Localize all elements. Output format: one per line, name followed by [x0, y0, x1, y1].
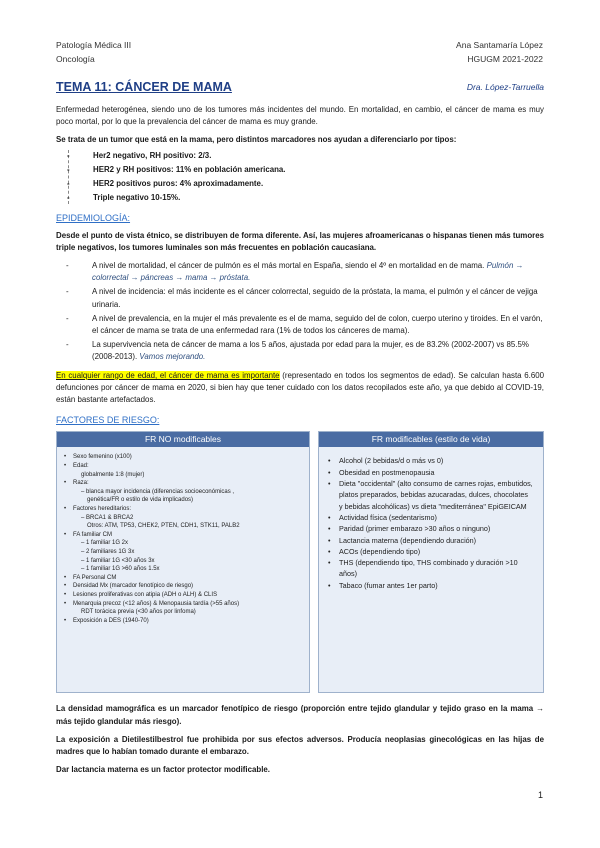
- modifiable-header: FR modificables (estilo de vida): [319, 432, 543, 447]
- epidemiology-item: [92, 339, 544, 363]
- document-body: [56, 104, 544, 782]
- modifiable-item: • Dieta "occidental" (alto consumo de carnes rojas, embutidos, platos preparados, bebidas azucaradas, dulces, chocolates y bebidas alcohólicas) vs dieta "mediterránea" EpiGEICAM: [339, 478, 533, 512]
- page-title: TEMA 11: CÁNCER DE MAMA: [56, 80, 232, 94]
- course-name: Patología Médica III: [56, 40, 132, 50]
- modifiable-item: • Actividad física (sedentarismo): [339, 512, 533, 523]
- non-modifiable-item: • FA familiar CM: [73, 531, 303, 540]
- modifiable-item: • ACOs (dependiendo tipo): [339, 546, 533, 557]
- non-modifiable-item: RDT torácica previa (<30 años por linfoma): [81, 609, 196, 616]
- risk-factors-heading: FACTORES DE RIESGO:: [56, 415, 160, 426]
- non-modifiable-item: genética/FR o estilo de vida implicados): [87, 497, 194, 504]
- author: Dra. López-Tarruella: [466, 82, 544, 92]
- markers-bracket: [68, 150, 544, 205]
- non-modifiable-header: FR NO modificables: [57, 432, 309, 447]
- non-modifiable-item: – BRCA1 & BRCA2: [81, 514, 134, 521]
- epidemiology-list: [56, 260, 544, 364]
- non-modifiable-item: • Exposición a DES (1940-70): [73, 617, 303, 626]
- header-left: [56, 38, 131, 66]
- non-modifiable-list: [57, 447, 309, 625]
- non-modifiable-table: [56, 431, 310, 693]
- non-modifiable-item: – 1 familiar 1G 2x: [81, 540, 129, 547]
- non-modifiable-item: • FA Personal CM: [73, 574, 303, 583]
- epidemiology-intro: Desde el punto de vista étnico, se distribuyen de forma diferente. Así, las mujeres afroamericanas o hispanas tienen más tumores triple negativos, los tumores luminales son más frecuentes en población caucasiana.: [56, 230, 544, 252]
- student-name: Ana Santamaría López: [456, 40, 543, 50]
- after-table-paragraphs: [56, 703, 544, 776]
- marker-item: - HER2 y RH positivos: 11% en población americana.: [93, 164, 544, 176]
- modifiable-item: • Alcohol (2 bebidas/d o más vs 0): [339, 455, 533, 466]
- non-modifiable-item: Otros: ATM, TP53, CHEK2, PTEN, CDH1, STK11, PALB2: [87, 523, 240, 530]
- modifiable-table: [318, 431, 544, 693]
- modifiable-item: • Lactancia materna (dependiendo duración): [339, 535, 533, 546]
- non-modifiable-item: • Menarquia precoz (<12 años) & Menopausia tardía (>55 años): [73, 600, 303, 609]
- subject-name: Oncología: [56, 54, 95, 64]
- non-modifiable-item: – blanca mayor incidencia (diferencias socioeconómicas ,: [81, 488, 235, 495]
- epidemiology-heading: EPIDEMIOLOGÍA:: [56, 213, 131, 224]
- epidemiology-text: A nivel de prevalencia, en la mujer el más prevalente es el de mama, seguido del de colon, cuerpo uterino y tiroides. En el varón, el cáncer de mama se trata de una enfermedad rara (1% de todos los cánceres de mama).: [92, 313, 543, 336]
- course-year: HGUGM 2021-2022: [467, 54, 543, 64]
- page-number: 1: [537, 790, 543, 800]
- epidemiology-item: [92, 286, 544, 310]
- non-modifiable-item: • Factores hereditarios:: [73, 505, 303, 514]
- epidemiology-text: La supervivencia neta de cáncer de mama a los 5 años, ajustada por edad para la mujer, es de 83.2% (2002-2007) vs 85.5% (2008-2013).: [92, 340, 529, 362]
- modifiable-list: [319, 447, 543, 591]
- header-right: [456, 38, 543, 66]
- modifiable-item: • Tabaco (fumar antes 1er parto): [339, 580, 533, 591]
- non-modifiable-item: • Densidad Mx (marcador fenotípico de riesgo): [73, 582, 303, 591]
- non-modifiable-item: globalmente 1:8 (mujer): [81, 471, 145, 478]
- epidemiology-note: Pulmón → colorrectal → páncreas → mama → próstata.: [92, 261, 524, 283]
- intro-paragraph: Enfermedad heterogénea, siendo uno de los tumores más incidentes del mundo. En mortalidad, en cambio, el cáncer de mama es muy poco mortal, por lo que la prevalencia del cáncer de mama es muy grande.: [56, 105, 544, 127]
- after-table-paragraph: La densidad mamográfica es un marcador fenotípico de riesgo (proporción entre tejido glandular y tejido graso en la mama → más tejido glandular más riesgo).: [56, 704, 544, 726]
- non-modifiable-item: • Raza:: [73, 479, 303, 488]
- after-table-paragraph: Dar lactancia materna es un factor protector modificable.: [56, 765, 270, 775]
- epidemiology-item: [92, 313, 544, 337]
- non-modifiable-item: – 2 familiares 1G 3x: [81, 549, 135, 555]
- markers-intro: Se trata de un tumor que está en la mama, pero distintos marcadores nos ayudan a diferenciarlo por tipos:: [56, 135, 457, 145]
- modifiable-item: • Paridad (primer embarazo >30 años o ninguno): [339, 523, 533, 534]
- markers-list: [69, 150, 544, 205]
- marker-item: - Her2 negativo, RH positivo: 2/3.: [93, 150, 544, 162]
- epidemiology-note: Vamos mejorando.: [139, 352, 206, 362]
- epidemiology-text: A nivel de mortalidad, el cáncer de pulmón es el más mortal en España, siendo el 4º en mortalidad en de mama.: [92, 261, 485, 271]
- highlighted-text: En cualquier rango de edad, el cáncer de mama es importante: [56, 370, 280, 380]
- non-modifiable-item: – 1 familiar 1G <30 años 3x: [81, 557, 155, 564]
- non-modifiable-item: • Lesiones proliferativas con atipia (ADH o ALH) & CLIS: [73, 591, 303, 600]
- modifiable-item: • THS (dependiendo tipo, THS combinado y duración >10 años): [339, 557, 533, 580]
- age-paragraph-rest: (representado en todos los segmentos de edad). Se calculan hasta 6.600 defunciones por cáncer de mama en 2020, si bien hay que tener cuidado con los datos recopilados este año, ya que debido al COVID-19, están bastante artefactados.: [56, 370, 545, 405]
- marker-item: - HER2 positivos puros: 4% aproximadamente.: [93, 178, 544, 190]
- non-modifiable-item: – 1 familiar 1G >60 años 1.5x: [81, 566, 160, 573]
- after-table-paragraph: La exposición a Dietilestilbestrol fue prohibida por sus efectos adversos. Producía neoplasias ginecológicas en las hijas de madres que lo habían tomado durante el embarazo.: [56, 734, 544, 757]
- modifiable-item: • Obesidad en postmenopausia: [339, 467, 533, 478]
- non-modifiable-item: • Edad:: [73, 462, 303, 471]
- risk-factors-tables: [56, 431, 544, 693]
- marker-item: - Triple negativo 10-15%.: [93, 192, 544, 204]
- age-paragraph: [56, 370, 544, 407]
- non-modifiable-item: • Sexo femenino (x100): [73, 453, 303, 462]
- epidemiology-item: [92, 260, 544, 284]
- epidemiology-text: A nivel de incidencia: el más incidente es el cáncer colorrectal, seguido de la próstata, la mama, el pulmón y el cáncer de vejiga urinaria.: [92, 287, 538, 309]
